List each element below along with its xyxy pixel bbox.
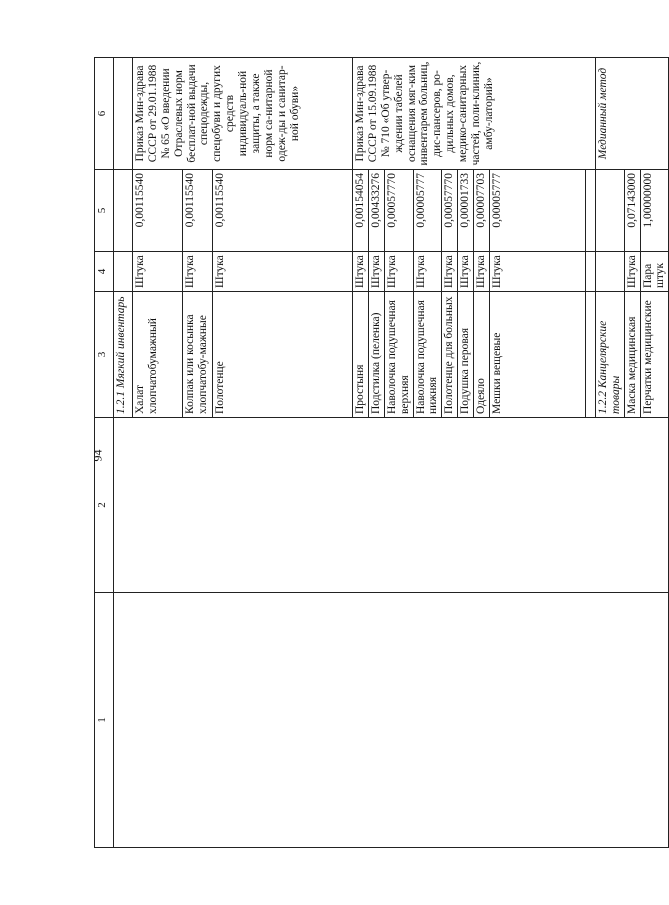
item-unit: Пара штук — [640, 252, 669, 292]
note-median-method: Медианный метод — [595, 58, 668, 170]
item-name: Наволочка подушечная нижняя — [413, 292, 442, 418]
item-name: Подушка перовая — [458, 292, 474, 418]
item-value: 0,00115540 — [213, 170, 353, 252]
item-name: Колпак или косынка хлопчатобу-мажные — [183, 292, 213, 418]
item-value: 0,00115540 — [183, 170, 213, 252]
item-name: Полотенце для больных — [442, 292, 458, 418]
item-name: Перчатки медицинские — [640, 292, 669, 418]
item-unit: Штука — [133, 252, 183, 292]
page-number: 94 — [90, 449, 105, 462]
column-number: 3 — [95, 292, 114, 418]
column-1-cell — [114, 593, 669, 848]
note-order-65: Приказ Мин-здрава СССР от 29.01.1988 № 65 «О введении Отраслевых норм бесплат-ной выдачи спецодежды, спецобуви и других средств индивидуаль-ной защиты, а также норм са-нитарной одеж-ды и санитар-ной обуви» — [133, 58, 353, 170]
item-unit: Штука — [624, 252, 640, 292]
item-unit: Штука — [413, 252, 442, 292]
item-unit: Штука — [489, 252, 585, 292]
item-value: 1,00000000 — [640, 170, 669, 252]
rotated-page — [94, 58, 667, 848]
item-value: 0,00115540 — [133, 170, 183, 252]
item-value: 0,00057770 — [442, 170, 458, 252]
item-value: 0,07143000 — [624, 170, 640, 252]
section-title: 1.2.1 Мягкий инвентарь — [114, 292, 133, 418]
section-row — [114, 58, 133, 848]
item-name: Одеяло — [474, 292, 490, 418]
note-order-710: Приказ Мин-здрава СССР от 15.09.1988 № 710 «Об утвер-ждении табелей оснащения мяг-ким инвентарем больниц, дис-пансеров, ро-дильных домов, медико-санитарных частей, поли-клиник, амбу-латорий» — [353, 58, 596, 170]
item-name: Полотенце — [213, 292, 353, 418]
item-value: 0,00001733 — [458, 170, 474, 252]
item-value: 0,00433276 — [368, 170, 384, 252]
item-unit: Штука — [353, 252, 369, 292]
item-name: Маска медицинская — [624, 292, 640, 418]
column-number: 2 — [95, 418, 114, 593]
item-value: 0,00154054 — [353, 170, 369, 252]
item-value: 0,00005777 — [489, 170, 585, 252]
column-number: 1 — [95, 593, 114, 848]
item-name: Подстилка (пеленка) — [368, 292, 384, 418]
item-unit: Штука — [213, 252, 353, 292]
column-number-row — [95, 58, 114, 848]
item-unit: Штука — [458, 252, 474, 292]
item-name: Халат хлопчатобумажный — [133, 292, 183, 418]
item-name: Простыня — [353, 292, 369, 418]
item-name: Мешки вещевые — [489, 292, 585, 418]
item-unit: Штука — [442, 252, 458, 292]
section-title: 1.2.2 Канцелярские товары — [595, 292, 624, 418]
column-2-cell — [114, 418, 669, 593]
item-unit: Штука — [384, 252, 413, 292]
column-number: 4 — [95, 252, 114, 292]
item-value: 0,00007703 — [474, 170, 490, 252]
item-unit: Штука — [474, 252, 490, 292]
item-value: 0,00005777 — [413, 170, 442, 252]
item-name: Наволочка подушечная верхняя — [384, 292, 413, 418]
column-number: 6 — [95, 58, 114, 170]
item-unit: Штука — [368, 252, 384, 292]
item-unit: Штука — [183, 252, 213, 292]
item-value: 0,00057770 — [384, 170, 413, 252]
normatives-table — [94, 57, 669, 848]
column-number: 5 — [95, 170, 114, 252]
